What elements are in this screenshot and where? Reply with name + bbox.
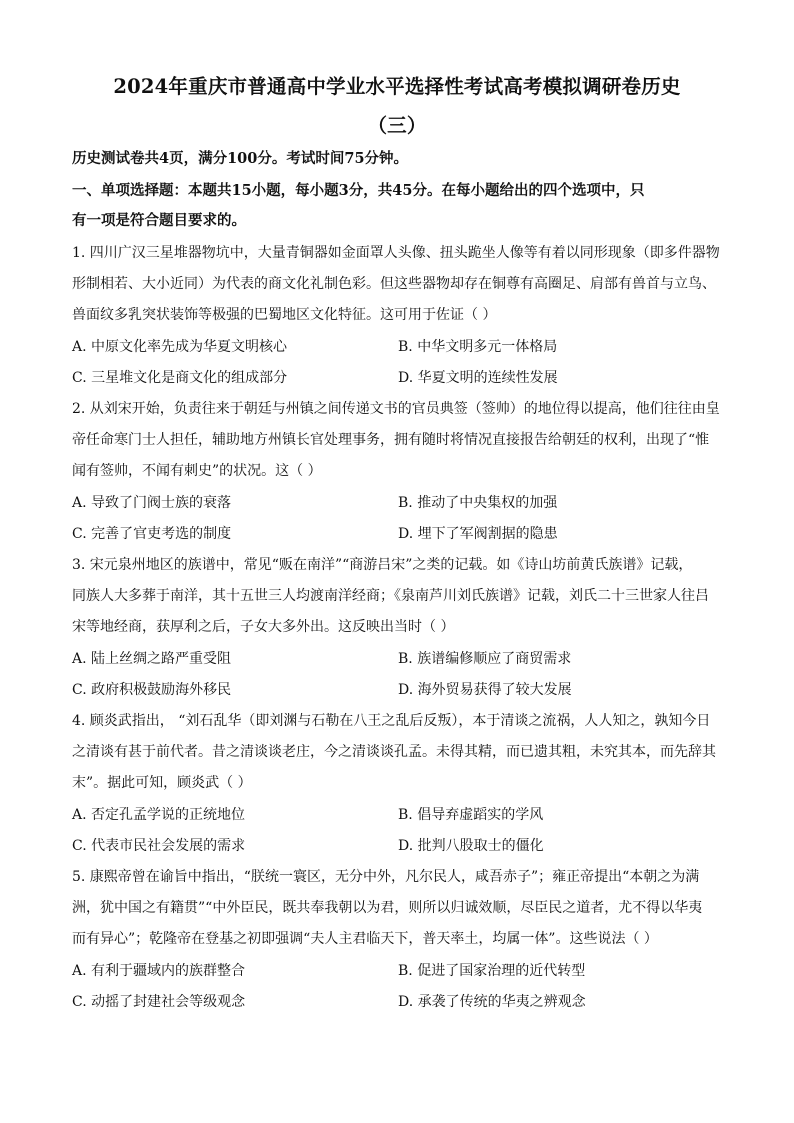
question-2-line-1: 2. 从刘宋开始，负责往来于朝廷与州镇之间传递文书的官员典签（签帅）的地位得以提高，他们往往由皇 [72, 401, 720, 417]
question-4-line-3: 末”。据此可知，顾炎武（ ） [72, 775, 252, 791]
question-1-line-2: 形制相若、大小近同）为代表的商文化礼制色彩。但这些器物却存在铜尊有高圈足、肩部有兽首与立鸟、 [72, 276, 716, 292]
question-2-option-a[interactable]: A. 导致了门阀士族的衰落 [72, 495, 232, 511]
question-4-option-b[interactable]: B. 倡导弃虚蹈实的学风 [398, 807, 544, 823]
exam-title: 2024年重庆市普通高中学业水平选择性考试高考模拟调研卷历史 [113, 75, 681, 98]
question-5-option-b[interactable]: B. 促进了国家治理的近代转型 [398, 963, 586, 979]
question-2-option-c[interactable]: C. 完善了官吏考选的制度 [72, 526, 232, 542]
question-2-option-d[interactable]: D. 埋下了军阀割据的隐患 [398, 526, 558, 542]
exam-subtitle: （三） [367, 114, 427, 137]
question-1-line-1: 1. 四川广汉三星堆器物坑中，大量青铜器如金面罩人头像、扭头跪坐人像等有着以同形现象（即多件器物 [72, 245, 720, 261]
question-2-line-3: 闻有签帅，不闻有刺史”的状况。这（ ） [72, 463, 322, 479]
question-5-line-1: 5. 康熙帝曾在谕旨中指出，“朕统一寰区，无分中外，凡尔民人，咸吾赤子”；雍正帝提出“本朝之为满 [72, 869, 700, 885]
question-5-option-d[interactable]: D. 承袭了传统的华夷之辨观念 [398, 994, 586, 1010]
question-3-line-2: 同族人大多葬于南洋，其十五世三人均渡南洋经商；《泉南芦川刘氏族谱》记载，刘氏二十三世家人往吕 [72, 588, 709, 604]
question-2-line-2: 帝任命寒门士人担任，辅助地方州镇长官处理事务，拥有随时将情况直接报告给朝廷的权利，出现了“惟 [72, 432, 710, 448]
question-5-line-2: 洲，犹中国之有籍贯”“中外臣民，既共奉我朝以为君，则所以归诚效顺，尽臣民之道者，尤不得以华夷 [72, 900, 703, 916]
question-3-line-1: 3. 宋元泉州地区的族谱中，常见“贩在南洋”“商游吕宋”之类的记载。如《诗山坊前黄氏族谱》记载， [72, 557, 693, 573]
question-3-line-3: 宋等地经商，获厚利之后，子女大多外出。这反映出当时（ ） [72, 619, 455, 635]
question-4-option-a[interactable]: A. 否定孔孟学说的正统地位 [72, 807, 246, 823]
question-5-option-c[interactable]: C. 动摇了封建社会等级观念 [72, 994, 246, 1010]
question-4-line-1: 4. 顾炎武指出， “刘石乱华（即刘渊与石勒在八王之乱后反叛），本于清谈之流祸，人人知之，孰知今日 [72, 713, 711, 729]
question-2-option-b[interactable]: B. 推动了中央集权的加强 [398, 495, 558, 511]
question-3-option-a[interactable]: A. 陆上丝绸之路严重受阻 [72, 651, 232, 667]
question-1-option-c[interactable]: C. 三星堆文化是商文化的组成部分 [72, 370, 288, 386]
question-3-option-b[interactable]: B. 族谱编修顺应了商贸需求 [398, 651, 572, 667]
question-1-option-b[interactable]: B. 中华文明多元一体格局 [398, 339, 558, 355]
question-4-option-d[interactable]: D. 批判八股取士的僵化 [398, 838, 544, 854]
question-3-option-c[interactable]: C. 政府积极鼓励海外移民 [72, 682, 232, 698]
exam-intro: 历史测试卷共4页，满分100分。考试时间75分钟。 [72, 150, 409, 167]
section-heading-line-2: 有一项是符合题目要求的。 [72, 212, 246, 229]
question-1-option-d[interactable]: D. 华夏文明的连续性发展 [398, 370, 558, 386]
question-1-line-3: 兽面纹多乳突状装饰等极强的巴蜀地区文化特征。这可用于佐证（ ） [72, 307, 497, 323]
question-5-line-3: 而有异心”；乾隆帝在登基之初即强调“夫人主君临天下，普天率土，均属一体”。这些说法（ ） [72, 931, 658, 947]
question-5-option-a[interactable]: A. 有利于疆域内的族群整合 [72, 963, 246, 979]
question-4-line-2: 之清谈有甚于前代者。昔之清谈谈老庄，今之清谈谈孔孟。未得其精，而已遗其粗，未究其本，而先辞其 [72, 744, 716, 760]
section-heading-line-1: 一、单项选择题：本题共15小题，每小题3分，共45分。在每小题给出的四个选项中，只 [72, 182, 645, 199]
question-1-option-a[interactable]: A. 中原文化率先成为华夏文明核心 [72, 339, 288, 355]
question-4-option-c[interactable]: C. 代表市民社会发展的需求 [72, 838, 246, 854]
question-3-option-d[interactable]: D. 海外贸易获得了较大发展 [398, 682, 572, 698]
